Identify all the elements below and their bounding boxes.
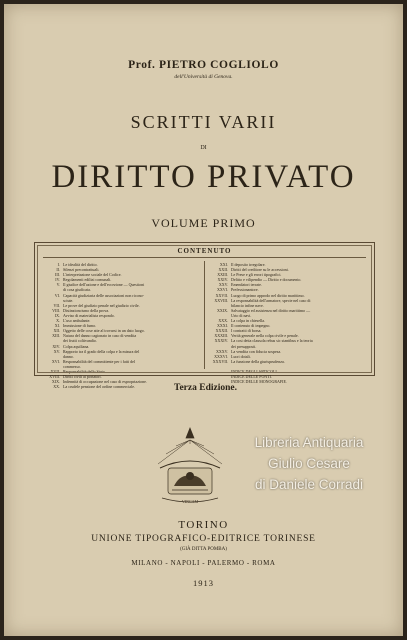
contents-entry-title: Le idealità del diritto. [63, 262, 98, 267]
contents-entry-title: Urto di navi. [231, 312, 252, 318]
contents-entry-number: XV. [53, 348, 60, 354]
contents-entry-title: Diritti del creditore su le accessioni. [231, 267, 289, 273]
contents-entry-title: Silenzi precontrattuali. [63, 267, 100, 273]
contents-entry-number: XIX. [51, 379, 60, 385]
publisher-note: (GIÀ DITTA POMBA) [180, 547, 227, 552]
contents-entry-number: I. [57, 262, 60, 267]
contents-entry-number: XII. [53, 328, 60, 334]
contents-rule [43, 257, 366, 258]
contents-entry-number: XXXIII. [214, 333, 228, 339]
contents-entry-number: XIII. [52, 333, 60, 339]
contents-entry-title: La cosi detta clausola rebus sic stantibus e la teoria [231, 338, 313, 344]
contents-entry-title: Oggetto delle cose atte al trovarsi in un dato luogo. [63, 328, 145, 334]
main-title: DIRITTO PRIVATO [51, 159, 356, 195]
branch-cities: MILANO - NAPOLI - PALERMO - ROMA [131, 559, 276, 567]
contents-entry-title: Lucri dotali. [231, 353, 251, 359]
contents-entry-number: XI. [54, 323, 60, 329]
contents-entry-number: XXVII. [215, 292, 228, 298]
contents-entry-number: XXI. [219, 262, 228, 267]
bookseller-label [238, 432, 380, 495]
contents-entry-title: Salvataggio ed assistenza nel diritto marittimo — [231, 307, 311, 313]
contents-entry-title: Regolamenti edilizi comunali. [63, 277, 112, 283]
contents-entry-number: XXVIII. [214, 297, 228, 303]
contents-entry-number: XX. [53, 384, 60, 390]
author-name: Prof. PIETRO COGLIOLO [128, 59, 279, 71]
edition-label: Terza Edizione. [174, 383, 237, 393]
contents-entry-title: Rapporto tra il grado della colpa e la misura del [63, 348, 140, 354]
contents-entry-title: Indennità di occupazione nel caso di espropriazione. [63, 379, 147, 385]
contents-entry-title: Verità generale nella colpa civile e penale. [231, 333, 299, 339]
contents-entry-title: Capacità giudiziaria delle associazioni non ricono- [63, 292, 144, 298]
contents-entry-title: Diritti civili ai portatori. [63, 374, 102, 380]
contents-entry-number: XVI. [51, 358, 60, 364]
contents-entry-title: Delitto e vilipendio — Diritto e documento. [231, 277, 302, 283]
contents-entry-number: XXV. [218, 282, 228, 288]
contents-entry-number: VII. [53, 302, 60, 308]
contents-entry-title: Luogo di primo approdo nel diritto marittimo. [231, 292, 305, 298]
contents-entry-title: Prefessionantore. [231, 287, 259, 293]
contents-entry-title: sciute. [63, 297, 74, 303]
contents-entry-title: danno. [63, 353, 74, 359]
contents-entry-title: INDICE DELLE FONTI. [231, 374, 272, 380]
series-title: SCRITTI VARII [130, 112, 277, 132]
contents-entry-number: XXXVII. [212, 358, 228, 364]
contents-entry-number: VIII. [52, 307, 60, 313]
contents-entry-number: X. [56, 318, 60, 324]
contents-entry-number: V. [56, 282, 60, 288]
contents-entry-number: XVII. [50, 368, 60, 374]
contents-entry-number: XXXIV. [214, 338, 228, 344]
contents-entry-title: INDICE DELLE MONOGRAFIE. [231, 379, 287, 385]
contents-entry-title: bilancio infine nave. [231, 302, 264, 308]
contents-entry-number: XXXVI. [214, 353, 228, 359]
contents-entry-title: Responsabilità dello Stato. [63, 368, 106, 374]
contents-entry-number: XVIII. [49, 374, 60, 380]
contents-heading: CONTENUTO [177, 247, 232, 255]
contents-entry-title: Il deposito irregolare. [231, 262, 266, 267]
contents-entry-number: XXIII. [217, 272, 228, 278]
contents-entry-number: XXX. [218, 318, 228, 324]
contents-entry-number: XXIV. [217, 277, 228, 283]
title-connector: DI [200, 145, 207, 151]
contents-entry-title: Natura del danno cagionato in caso di vendita [63, 333, 137, 339]
contents-entry-title: Il giudice dell'azione e dell'eccezione — Questioni [63, 282, 145, 288]
contents-entry-title: I contratti di borsa. [231, 328, 262, 334]
book-title-page [4, 4, 403, 636]
contents-right-column [209, 262, 367, 384]
contents-entry-title: La responsabilità dell'armatore, specie nel caso di [231, 297, 311, 303]
bookseller-line-3: di Daniele Corradi [254, 477, 364, 492]
contents-entry-title: La colpa in chiesella. [231, 318, 265, 324]
contents-left-column [41, 262, 199, 389]
contents-entry-title: Immissione di fumo. [63, 323, 97, 329]
contents-entry-title: La funzione della giurisprudenza. [231, 358, 285, 364]
contents-entry-title: Responsabilità del committente per i fatti del [63, 358, 135, 364]
bookseller-line-1: Libreria Antiquaria [254, 435, 364, 450]
contents-entry-title: Avviso di materialista respondo. [63, 312, 115, 318]
contents-entry-number: VI. [54, 292, 60, 298]
contents-entry-number: XXIX. [217, 307, 228, 313]
publisher-emblem [150, 424, 230, 508]
bookseller-line-2: Giulio Cesare [268, 456, 350, 471]
contents-entry-title: di cosa giudicata. [63, 287, 91, 293]
contents-entry-title: Colpa aquiliana. [63, 343, 90, 349]
contents-entry-title: INDICE DEGLI ARTICOLI. [231, 368, 278, 374]
contents-entry-title: dei presupposti. [231, 343, 257, 349]
contents-entry-title: dei frutti coltivandio. [63, 338, 97, 344]
contents-entry-number: XXXI. [217, 323, 228, 329]
contents-entry-number: XXVI. [217, 287, 228, 293]
contents-entry-number: XIV. [52, 343, 60, 349]
contents-entry-title: commesso. [63, 363, 81, 369]
contents-entry-number: XXXV. [215, 348, 228, 354]
contents-entry-number: XXXII. [215, 328, 228, 334]
contents-entry-title: Distinzioncismo della prova. [63, 307, 110, 313]
contents-entry-number: IX. [54, 312, 60, 318]
contents-entry-title: L'uso ambulante. [63, 318, 91, 324]
contents-entry-title: Le Prese e gli errori tipografici. [231, 272, 282, 278]
contents-entry-title: L'interpretazione sociale del Codice. [63, 272, 122, 278]
volume-label: VOLUME PRIMO [151, 216, 256, 230]
contents-entry-number: IV. [55, 277, 60, 283]
publisher-name: UNIONE TIPOGRAFICO-EDITRICE TORINESE [91, 534, 316, 544]
contents-entry-title: La vendita con fiducia sospesa. [231, 348, 282, 354]
emblem-motto: VINCAM [181, 499, 199, 504]
contents-entry-title: La crudele pensione del ordine commerciale. [63, 384, 135, 390]
publication-year: 1913 [193, 578, 214, 588]
publication-place: TORINO [178, 519, 229, 531]
contents-entry-number: XXII. [218, 267, 228, 273]
contents-entry-number: III. [55, 272, 60, 278]
contents-entry-title: Le prove del giudizio penale nel giudizio civile. [63, 302, 140, 308]
contents-entry-title: Emendatori terrate. [231, 282, 262, 288]
contents-entry-number: II. [56, 267, 60, 273]
author-affiliation: dell'Università di Genova. [174, 74, 233, 80]
contents-entry-title: Il contenuto di impegno. [231, 323, 271, 329]
contents-column-divider [204, 261, 205, 369]
